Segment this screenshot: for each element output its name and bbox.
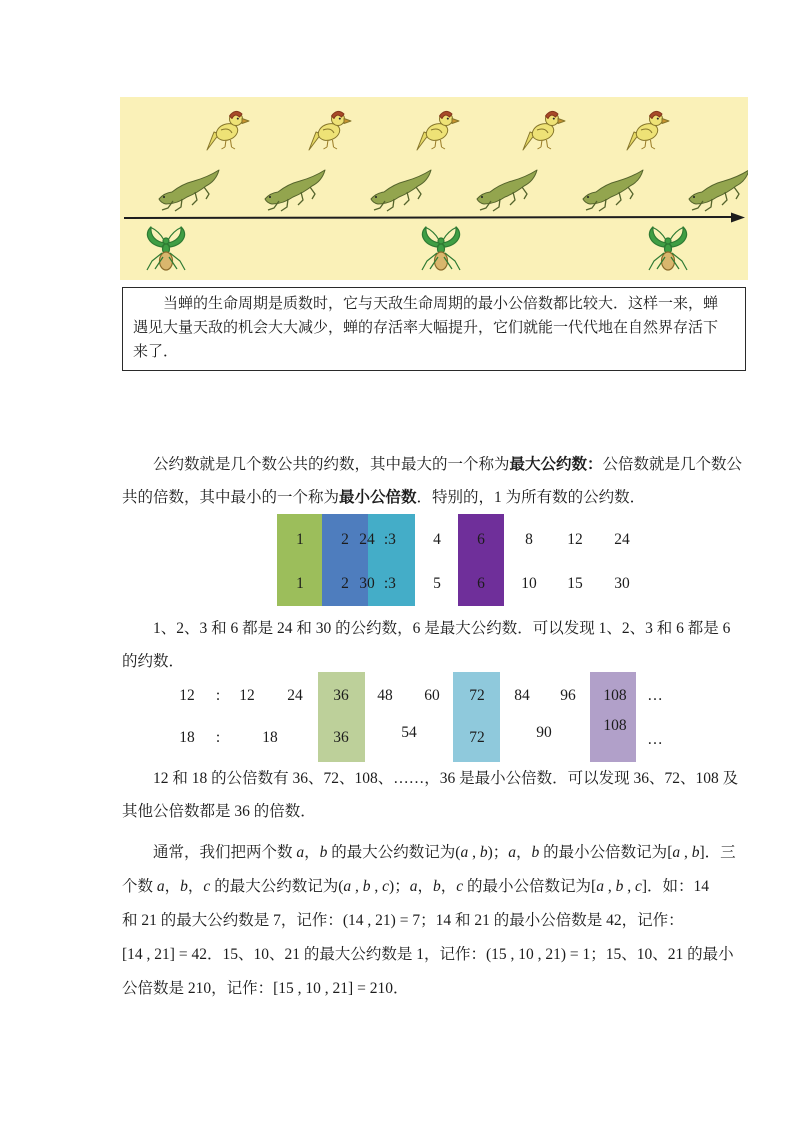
- table-cell: 24: [614, 531, 630, 548]
- table-cell: 1: [296, 531, 304, 548]
- table-cell: 90: [536, 724, 552, 741]
- table-cell: 54: [401, 724, 417, 741]
- text-line: 个数 a，b，c 的最大公约数记为(a , b , c)；a，b，c 的最小公倍数记为[a , b , c]．如：14: [122, 878, 710, 895]
- table-cell: 12: [567, 531, 583, 548]
- table-cell: 108: [603, 717, 627, 734]
- ellipsis-cell: …: [647, 731, 663, 748]
- table-cell: 6: [477, 531, 485, 548]
- caption-line: 当蝉的生命周期是质数时，它与天敌生命周期的最小公倍数都比较大．这样一来，蝉: [163, 296, 719, 312]
- text-line: 通常，我们把两个数 a，b 的最大公约数记为(a , b)；a，b 的最小公倍数记为[a , b]．三: [153, 844, 736, 861]
- paragraph-divisors-conclusion: [122, 612, 762, 678]
- table-cell: 3: [388, 531, 396, 548]
- bird-icon: [309, 111, 351, 150]
- colon-separator: :: [215, 729, 221, 746]
- lizard-icon: [265, 170, 325, 211]
- table-cell: 6: [477, 575, 485, 592]
- mantis-icon: [147, 227, 185, 270]
- bird-icon: [417, 111, 459, 150]
- table-cell: 30: [614, 575, 630, 592]
- paragraph-multiples-conclusion: [122, 762, 762, 828]
- table-cell: 96: [560, 687, 576, 704]
- lizard-icon: [583, 170, 643, 211]
- table-cell: 72: [469, 729, 485, 746]
- text-line: 的约数．: [122, 653, 185, 670]
- mantis-icon: [422, 227, 460, 270]
- paragraph-definitions: [122, 448, 762, 514]
- row-label: 30: [359, 575, 375, 592]
- table-cell: 48: [377, 687, 393, 704]
- table-cell: 24: [287, 687, 303, 704]
- table-cell: 36: [333, 687, 349, 704]
- text-line: 1、2、3 和 6 都是 24 和 30 的公约数，6 是最大公约数．可以发现 1、2、3 和 6 都是 6: [153, 620, 731, 637]
- text-line: 其他公倍数都是 36 的倍数．: [122, 803, 316, 820]
- table-cell: 5: [433, 575, 441, 592]
- caption-line: 遇见大量天敌的机会大大减少，蝉的存活率大幅提升，它们就能一代代地在自然界存活下: [133, 320, 719, 336]
- caption-box: [122, 287, 746, 371]
- text-line: 12 和 18 的公倍数有 36、72、108、……，36 是最小公倍数．可以发现 36、72、108 及: [153, 770, 739, 787]
- lizard-icon: [477, 170, 537, 211]
- caption-line: 来了．: [133, 344, 179, 360]
- table-cell: 60: [424, 687, 440, 704]
- lizard-icon: [689, 170, 748, 211]
- table-cell: 108: [603, 687, 627, 704]
- lizard-icon: [159, 170, 219, 211]
- text-line: 共的倍数，其中最小的一个称为最小公倍数．特别的，1 为所有数的公约数．: [122, 489, 646, 506]
- table-cell: 4: [433, 531, 441, 548]
- bird-icon: [627, 111, 669, 150]
- table-cell: 84: [514, 687, 530, 704]
- table-cell: 1: [296, 575, 304, 592]
- table-cell: 15: [567, 575, 583, 592]
- lifecycle-illustration-banner: [120, 97, 748, 280]
- table-cell: 12: [239, 687, 255, 704]
- bird-icon: [523, 111, 565, 150]
- table-cell: 8: [525, 531, 533, 548]
- bird-icon: [207, 111, 249, 150]
- table-cell: 10: [521, 575, 537, 592]
- colon-separator: :: [383, 531, 389, 548]
- lifecycle-illustration: [120, 97, 748, 280]
- colon-separator: :: [215, 687, 221, 704]
- common-divisors-table: [120, 514, 748, 606]
- timeline-arrow-icon: [124, 213, 745, 223]
- text-line: 和 21 的最大公约数是 7，记作：(14 , 21) = 7；14 和 21 的最小公倍数是 42，记作：: [122, 912, 684, 929]
- text-line: [14 , 21] = 42．15、10、21 的最大公约数是 1，记作：(15 , 10 , 21) = 1；15、10、21 的最小: [122, 946, 734, 963]
- lizard-icon: [371, 170, 431, 211]
- row-label: 24: [359, 531, 375, 548]
- table-cell: 2: [341, 531, 349, 548]
- row-label: 18: [179, 729, 195, 746]
- table-cell: 3: [388, 575, 396, 592]
- text-line: 公约数就是几个数公共的约数，其中最大的一个称为最大公约数：公倍数就是几个数公: [153, 456, 743, 473]
- common-multiples-table: [120, 672, 748, 762]
- ellipsis-cell: …: [647, 687, 663, 704]
- table-cell: 72: [469, 687, 485, 704]
- row-label: 12: [179, 687, 195, 704]
- table-cell: 2: [341, 575, 349, 592]
- table-cell: 18: [262, 729, 278, 746]
- table-cell: 36: [333, 729, 349, 746]
- mantis-icon: [649, 227, 687, 270]
- text-line: 公倍数是 210，记作：[15 , 10 , 21] = 210．: [122, 980, 409, 997]
- colon-separator: :: [383, 575, 389, 592]
- paragraph-notation: [122, 836, 762, 1006]
